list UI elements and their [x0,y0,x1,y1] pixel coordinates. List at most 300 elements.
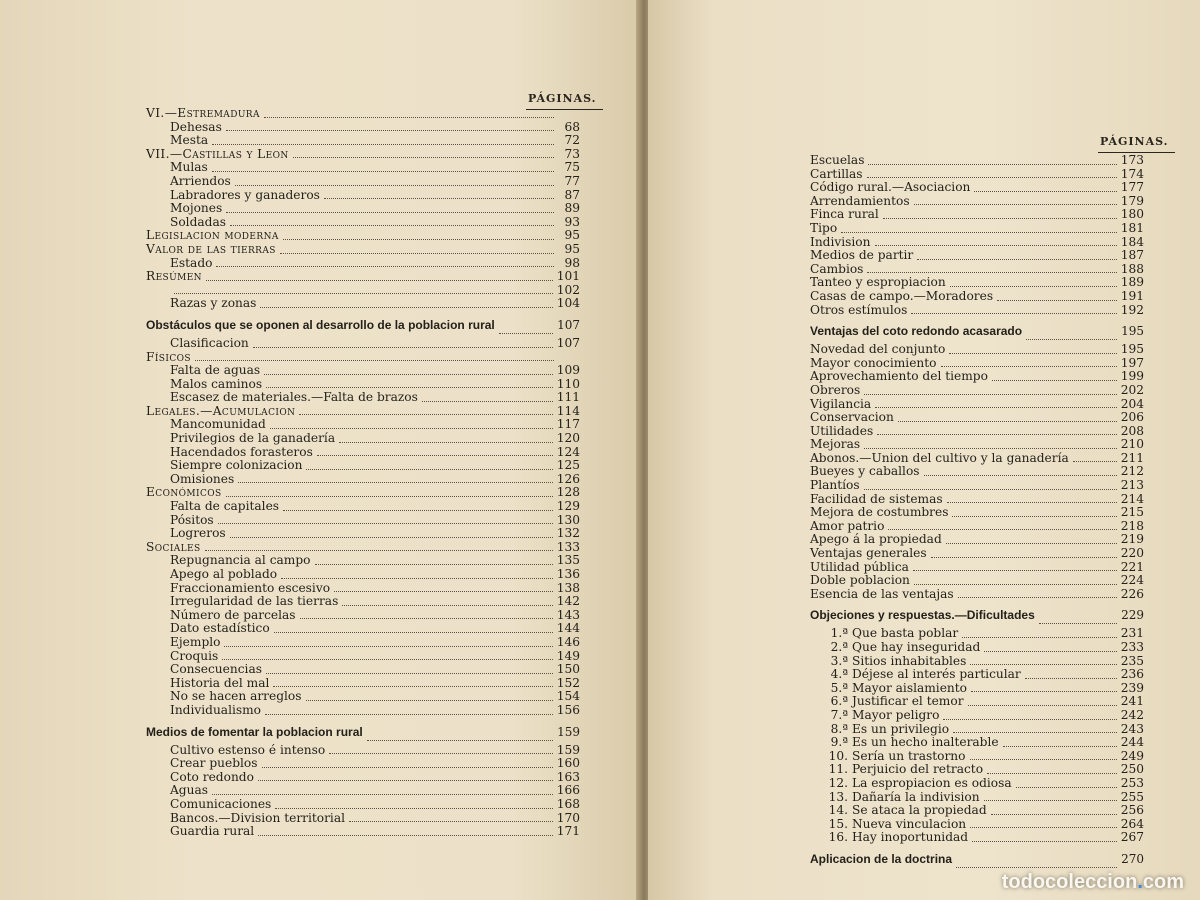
toc-entry [810,438,1144,452]
toc-entry-title: Cambios [810,261,864,276]
toc-dot-leader [218,522,553,524]
toc-entry-title: Cultivo estenso é intenso [170,742,326,757]
toc-entry [146,798,580,812]
toc-dot-leader [283,509,553,511]
toc-entry [810,411,1144,425]
toc-page-number: 154 [556,689,580,704]
toc-dot-leader [970,663,1116,665]
toc-page-number: 152 [556,675,580,690]
toc-page-number: 126 [556,471,580,486]
toc-dot-leader [206,279,553,281]
toc-dot-leader [1016,786,1117,788]
toc-entry [146,704,580,718]
toc-entry-ordinal: 4.ª [830,667,848,682]
toc-entry-title: Dato estadístico [170,621,270,636]
toc-dot-leader [273,685,552,687]
toc-page-number: 77 [564,173,580,188]
toc-page-number: 210 [1120,437,1144,452]
toc-page-number: 187 [1120,248,1144,263]
toc-entry [810,777,1144,791]
toc-page-number: 239 [1120,680,1144,695]
toc-dot-leader [226,129,554,131]
toc-entry-text: Hay inoportunidad [852,830,969,845]
toc-page-number: 125 [556,458,580,473]
toc-entry [810,831,1144,845]
toc-entry [810,222,1144,236]
toc-entry [146,405,580,419]
toc-entry-title: Mulas [170,160,208,175]
toc-entry-title: Sociales [146,539,201,554]
toc-dot-leader [950,285,1117,287]
toc-entry-title: Arrendamientos [810,193,910,208]
toc-entry-ordinal: 16. [828,830,848,845]
toc-page-number: 111 [556,390,580,405]
toc-entry-title [810,818,966,832]
toc-page-number: 107 [556,335,580,350]
toc-entry [146,270,580,284]
toc-page-number: 192 [1120,302,1144,317]
toc-dot-leader [265,713,553,715]
toc-entry-title: Facilidad de sistemas [810,491,943,506]
toc-entry [146,500,580,514]
toc-entry-title: Obreros [810,382,861,397]
toc-dot-leader [299,413,552,415]
toc-entry-title: Ejemplo [170,634,221,649]
toc-entry [146,121,580,135]
toc-entry [810,304,1144,318]
toc-dot-leader [877,433,1117,435]
toc-dot-leader [324,197,554,199]
toc-page-number: 156 [556,702,580,717]
toc-entry-ordinal: 10. [828,748,848,763]
toc-entry-text: Dañaría la indivision [852,789,980,804]
toc-dot-leader [864,393,1116,395]
toc-page-number: 195 [1121,324,1144,339]
toc-entry-title: VII.—Castillas y Leon [146,146,289,161]
toc-entry-title: Amor patrio [810,518,885,533]
toc-page-number: 104 [556,296,580,311]
toc-dot-leader [262,766,553,768]
toc-page-number: 181 [1120,220,1144,235]
toc-entry-title: Hacendados forasteros [170,444,313,459]
toc-entry-title: Valor de las tierras [146,241,276,256]
toc-page-number: 110 [556,376,580,391]
toc-page-number: 264 [1120,816,1144,831]
toc-entry-title [810,804,987,818]
toc-entry [810,181,1144,195]
toc-page-number: 173 [1120,153,1144,167]
toc-entry-title: Número de parcelas [170,607,296,622]
toc-entry-title: Legales.—Acumulacion [146,403,296,418]
toc-page-number: 177 [1120,180,1144,195]
toc-entry-title: Pósitos [170,512,214,527]
toc-entry [810,236,1144,250]
toc-entry [810,723,1144,737]
toc-entry [146,161,580,175]
toc-entry [810,695,1144,709]
toc-dot-leader [283,238,554,240]
toc-dot-leader [230,536,553,538]
toc-entry-title: Apego al poblado [170,567,278,581]
toc-entry [810,357,1144,371]
toc-page-number: 98 [564,255,580,270]
toc-page-number: 256 [1120,803,1144,818]
toc-dot-leader [958,596,1117,598]
watermark-brand: todocoleccion [1001,871,1138,893]
toc-dot-leader [329,752,552,754]
toc-dot-leader [224,645,552,647]
toc-entry [146,636,580,650]
toc-dot-leader [264,373,553,375]
toc-entry [146,622,580,636]
toc-entry [146,418,580,432]
toc-entry [810,479,1144,493]
toc-entry [146,229,580,243]
toc-entry-title: Mancomunidad [170,417,266,432]
toc-dot-leader [941,365,1117,367]
toc-entry-text: Que hay inseguridad [852,640,981,654]
toc-page-number: 159 [557,724,580,739]
toc-entry-title [810,627,958,641]
toc-page-number: 72 [564,133,580,148]
toc-entry-title: Bueyes y caballos [810,464,920,479]
toc-dot-leader [258,779,553,781]
toc-page-number: 179 [1120,193,1144,208]
toc-dot-leader [235,184,554,186]
toc-entry [810,533,1144,547]
toc-entry-title: Vigilancia [810,396,872,411]
toc-page-number: 202 [1120,382,1144,397]
toc-entry [146,107,580,121]
toc-page-number: 188 [1120,261,1144,276]
toc-entry [146,527,580,541]
toc-dot-leader [867,271,1116,273]
toc-entry [810,520,1144,534]
toc-entry-title: Aprovechamiento del tiempo [810,369,988,384]
toc-entry [810,588,1144,602]
toc-page-number: 267 [1120,830,1144,845]
toc-entry-text: La espropiacion es odiosa [852,775,1012,790]
toc-page-number: 133 [556,539,580,554]
toc-entry [146,337,580,351]
toc-entry-title: Mejoras [810,437,861,452]
toc-dot-leader [970,826,1117,828]
toc-entry [810,452,1144,466]
toc-entry-title [810,668,1021,682]
toc-dot-leader [1003,745,1117,747]
toc-dot-leader [222,658,552,660]
toc-entry [810,750,1144,764]
toc-page-number: 93 [564,214,580,229]
toc-page-number: 270 [1121,851,1144,866]
toc-dot-leader [914,203,1117,205]
toc-entry [810,763,1144,777]
toc-entry-title: Medios de fomentar la poblacion rural [146,724,363,739]
toc-entry-title: Mojones [170,201,223,216]
toc-dot-leader [987,772,1117,774]
toc-page-number: 132 [556,526,580,541]
toc-dot-leader [898,420,1117,422]
left-toc-list [146,107,580,839]
toc-entry [146,459,580,473]
toc-entry [146,677,580,691]
toc-entry-ordinal: 6.ª [830,694,848,709]
toc-page-number: 168 [556,796,580,811]
toc-entry [146,582,580,596]
toc-dot-leader [1039,622,1117,624]
toc-entry-title: Bancos.—Division territorial [170,810,345,825]
toc-dot-leader [1025,677,1117,679]
toc-entry [810,168,1144,182]
toc-page-number: 212 [1120,464,1144,479]
toc-entry [810,493,1144,507]
right-page [648,0,1200,900]
toc-entry [146,663,580,677]
toc-page-number: 253 [1120,775,1144,790]
toc-entry-title [810,791,980,805]
toc-page-number: 233 [1120,640,1144,654]
toc-entry [810,847,1144,871]
toc-page-number: 143 [556,607,580,622]
toc-page-number: 89 [564,201,580,216]
toc-entry-ordinal: 5.ª [830,680,848,695]
toc-entry [810,425,1144,439]
toc-page-number: 142 [556,594,580,609]
toc-dot-leader [339,441,553,443]
toc-entry [146,757,580,771]
toc-page-number: 255 [1120,789,1144,804]
toc-entry-text: Sería un trastorno [852,748,966,763]
toc-page-number: 170 [556,810,580,825]
toc-entry [146,486,580,500]
toc-entry-title: Labradores y ganaderos [170,187,320,202]
toc-page-number: 221 [1120,559,1144,574]
toc-page-number: 231 [1120,626,1144,641]
toc-entry [810,263,1144,277]
toc-entry-title: Mayor conocimiento [810,355,937,370]
toc-entry [146,554,580,568]
toc-entry [810,574,1144,588]
toc-entry-title: Ventajas del coto redondo acasarado [810,324,1023,339]
toc-page-number: 213 [1120,478,1144,493]
watermark-suffix: com [1142,871,1184,893]
toc-page-number: 208 [1120,423,1144,438]
toc-entry-title: Croquis [170,648,219,663]
toc-entry [146,690,580,704]
toc-page-number: 75 [564,160,580,175]
toc-entry-text: Sitios inhabitables [852,653,967,668]
toc-entry [146,284,580,298]
toc-dot-leader [274,631,553,633]
toc-entry [810,398,1144,412]
toc-entry-title: Fraccionamiento escesivo [170,580,331,595]
toc-entry-title: Plantíos [810,478,860,493]
toc-dot-leader [947,501,1117,503]
toc-entry-title: Legislacion moderna [146,228,279,243]
toc-entry-title: Falta de aguas [170,363,261,378]
toc-entry [146,720,580,744]
toc-entry [146,568,580,582]
toc-page-number: 250 [1120,762,1144,777]
toc-entry-title: Logreros [170,526,226,541]
toc-page-number: 195 [1120,342,1144,357]
toc-page-number: 124 [556,444,580,459]
toc-dot-leader [1073,460,1117,462]
toc-entry [146,541,580,555]
toc-dot-leader [281,577,553,579]
toc-entry [146,595,580,609]
toc-dot-leader [943,718,1116,720]
toc-entry [810,506,1144,520]
toc-dot-leader [888,528,1116,530]
toc-page-number: 101 [556,269,580,284]
toc-page-number: 102 [556,282,580,297]
toc-dot-leader [315,563,553,565]
toc-entry [810,627,1144,641]
toc-entry-title: Novedad del conjunto [810,342,946,357]
toc-entry [810,370,1144,384]
toc-page-number: 244 [1120,735,1144,750]
toc-page-number: 204 [1120,396,1144,411]
toc-entry [146,609,580,623]
toc-entry [146,771,580,785]
toc-entry-title: Clasificacion [170,335,249,350]
toc-entry-text: Que basta poblar [852,626,959,641]
toc-entry [146,175,580,189]
toc-entry [810,384,1144,398]
toc-entry [146,297,580,311]
toc-dot-leader [349,820,553,822]
toc-dot-leader [317,454,553,456]
toc-dot-leader [230,224,554,226]
toc-entry-title: Omisiones [170,471,235,486]
toc-entry [146,364,580,378]
toc-page-number: 243 [1120,721,1144,736]
toc-page-number: 249 [1120,748,1144,763]
toc-dot-leader [260,306,552,308]
toc-dot-leader [875,244,1117,246]
toc-dot-leader [952,515,1116,517]
toc-entry-ordinal: 9.ª [830,735,848,750]
toc-entry-title: Crear pueblos [170,756,258,771]
toc-dot-leader [212,793,553,795]
toc-dot-leader [992,379,1117,381]
toc-entry-ordinal: 11. [828,762,848,777]
toc-entry [810,641,1144,655]
toc-page-number: 114 [556,403,580,418]
toc-entry-title: Casas de campo.—Moradores [810,288,994,303]
toc-page-number: 174 [1120,166,1144,181]
toc-entry [810,249,1144,263]
toc-entry [146,825,580,839]
toc-entry-title [810,763,983,777]
toc-dot-leader [205,549,553,551]
toc-entry-title: Medios de partir [810,248,914,263]
toc-page-number: 229 [1121,608,1144,623]
toc-dot-leader [868,163,1116,165]
toc-dot-leader [931,556,1117,558]
left-column-header-text: PÁGINAS. [528,92,597,105]
toc-entry [810,736,1144,750]
toc-page-number: 180 [1120,207,1144,222]
toc-entry-title: Repugnancia al campo [170,553,311,568]
toc-entry-ordinal: 12. [828,775,848,790]
toc-page-number: 220 [1120,546,1144,561]
toc-entry-title: Individualismo [170,702,262,717]
toc-dot-leader [974,190,1116,192]
right-toc-list [810,154,1144,871]
toc-entry-title: Indivision [810,234,871,249]
toc-entry [146,257,580,271]
toc-entry [810,561,1144,575]
toc-entry-text: Se ataca la propiedad [852,803,987,818]
toc-dot-leader [275,807,552,809]
toc-page-number: 163 [556,769,580,784]
toc-dot-leader [968,704,1117,706]
left-column-header [528,92,597,105]
toc-entry-text: Déjese al interés particular [852,667,1021,682]
toc-page-number: 226 [1120,586,1144,601]
toc-dot-leader [238,481,552,483]
toc-entry-title: Resúmen [146,269,202,284]
toc-page-number: 130 [556,512,580,527]
toc-entry-title [810,695,964,709]
toc-entry [810,682,1144,696]
toc-dot-leader [914,583,1117,585]
toc-entry-title: Tanteo y espropiacion [810,275,946,290]
toc-entry [146,202,580,216]
toc-page-number: 150 [556,662,580,677]
toc-entry-title: No se hacen arreglos [170,689,302,704]
toc-entry-title: Arriendos [170,173,231,188]
toc-entry [146,812,580,826]
toc-entry-title: Apego á la propiedad [810,532,942,547]
toc-entry-title [810,682,967,696]
toc-entry [146,784,580,798]
toc-dot-leader [212,143,554,145]
toc-entry-title: Económicos [146,485,222,500]
toc-dot-leader [300,617,553,619]
toc-dot-leader [991,813,1117,815]
toc-entry-title: Ventajas generales [810,546,927,561]
toc-dot-leader [911,312,1116,314]
toc-entry [146,391,580,405]
toc-dot-leader [1026,338,1117,340]
toc-entry-title: VI.—Estremadura [146,106,260,120]
toc-dot-leader [342,604,552,606]
toc-entry [146,313,580,337]
toc-dot-leader [226,211,554,213]
toc-dot-leader [917,258,1116,260]
toc-page-number: 189 [1120,275,1144,290]
toc-page-number: 120 [556,431,580,446]
toc-dot-leader [306,468,552,470]
toc-page-number: 235 [1120,653,1144,668]
watermark-logo [1002,871,1184,894]
toc-dot-leader [883,217,1117,219]
toc-page-number: 136 [556,567,580,581]
toc-entry-title: Estado [170,255,213,270]
toc-page-number: 242 [1120,707,1144,722]
toc-dot-leader [422,400,553,402]
toc-entry-title: Doble poblacion [810,573,910,588]
toc-dot-leader [212,170,554,172]
toc-page-number: 144 [556,621,580,636]
toc-entry-title: Coto redondo [170,769,254,784]
toc-entry-title: Falta de capitales [170,499,280,514]
toc-entry [810,154,1144,168]
toc-entry [146,744,580,758]
